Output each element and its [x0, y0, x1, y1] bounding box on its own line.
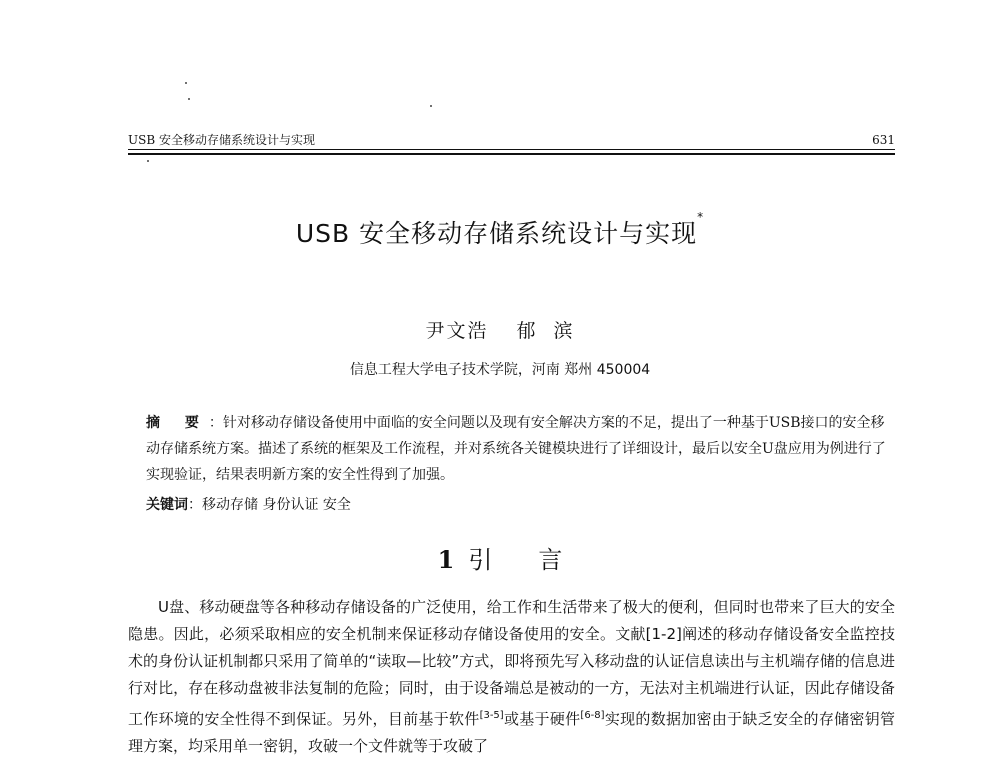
paper-title-text: USB 安全移动存储系统设计与实现: [295, 219, 698, 248]
author-name: 郁 滨: [516, 320, 575, 342]
body-sentence: 实现的数据加密由于缺乏安全的存储密钥管理方案，均采用单一密钥，攻破一个文件就等于攻破了: [128, 710, 895, 755]
body-sentence: 或基于硬件: [503, 710, 581, 728]
running-header-title: USB 安全移动存储系统设计与实现: [128, 133, 315, 147]
paragraph: [128, 594, 895, 760]
scan-speck: [185, 82, 187, 84]
body-text: [128, 594, 895, 760]
authors: [0, 316, 1000, 343]
running-header: [128, 131, 895, 149]
paper-title: [0, 210, 1000, 250]
section-number: 1: [437, 545, 455, 574]
body-sentence: U盘、移动硬盘等各种移动存储设备的广泛使用，给工作和生活带来了极大的便利，但同时也带来了巨大的安全隐患。因此，必须采取相应的安全机制来保证移动存储设备使用的安全。文献[1-2]阐述的移动存储设备安全监控技术的身份认证机制都只采用了简单的“读取—比较”方式，即将预先写入移动盘的认证信息读出与主机端存储的信息进行对比，存在移动盘被非法复制的危险；同时，由于设备端总是被动的一方，无法对主机端进行认证，因此存储设备工作环境的安全性得不到保证。另外，目前基于软件: [128, 598, 895, 728]
keywords-text: ：移动存储 身份认证 安全: [188, 497, 351, 513]
citation: [6-8]: [580, 710, 605, 721]
keywords: [146, 493, 886, 517]
abstract: [146, 410, 886, 488]
scan-speck: [147, 160, 149, 162]
title-footnote-mark: *: [697, 210, 705, 224]
scan-speck: [188, 98, 190, 100]
page-number: 631: [872, 133, 895, 147]
keywords-label: 关键词: [146, 497, 188, 513]
affiliation: 信息工程大学电子技术学院，河南 郑州 450004: [349, 362, 651, 378]
citation: [3-5]: [479, 710, 504, 721]
abstract-text: ：针对移动存储设备使用中面临的安全问题以及现有安全解决方案的不足，提出了一种基于USB接口的安全移动存储系统方案。描述了系统的框架及工作流程，并对系统各关键模块进行了详细设计，最后以安全U盘应用为例进行了实现验证，结果表明新方案的安全性得到了加强。: [146, 415, 886, 483]
scan-speck: [430, 105, 432, 107]
abstract-label: 摘 要: [146, 415, 209, 431]
header-rule-thin: [128, 149, 895, 150]
section-title-part: 引: [468, 546, 493, 574]
author-name: 尹文浩: [425, 320, 489, 342]
section-title-part: 言: [538, 546, 563, 574]
header-rule-thick: [128, 153, 895, 155]
section-heading: [0, 540, 1000, 575]
